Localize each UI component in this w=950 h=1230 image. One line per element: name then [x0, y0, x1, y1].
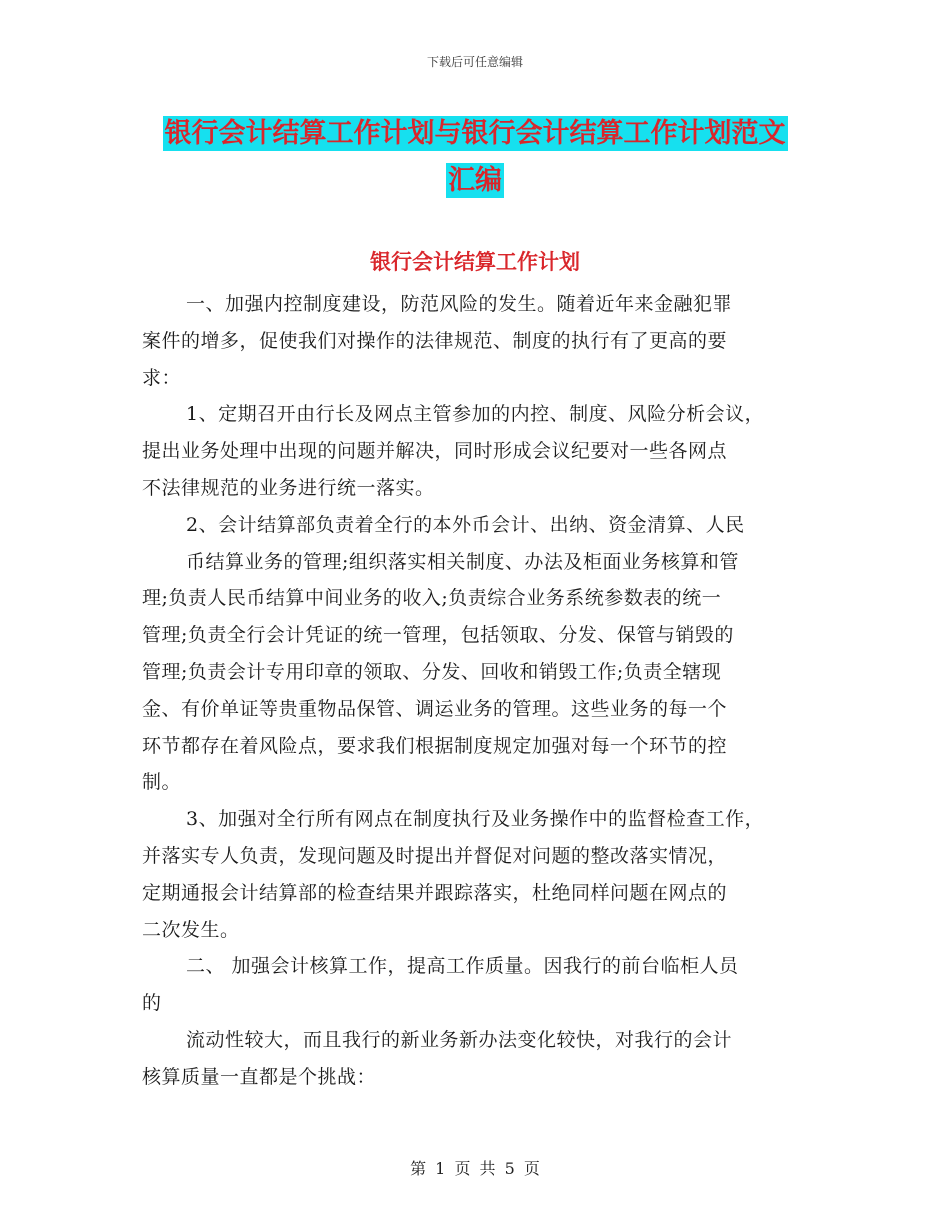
paragraph-line: 案件的增多，促使我们对操作的法律规范、制度的执行有了更高的要 — [142, 329, 728, 352]
paragraph-line: 的 — [142, 992, 162, 1015]
paragraph-line: 3、加强对全行所有网点在制度执行及业务操作中的监督检查工作， — [186, 808, 765, 831]
paragraph-line: 二次发生。 — [142, 918, 240, 941]
page-footer: 第 1 页 共 5 页 — [410, 1159, 540, 1178]
paragraph-line: 1、定期召开由行长及网点主管参加的内控、制度、风险分析会议， — [186, 403, 765, 426]
paragraph-line: 定期通报会计结算部的检查结果并跟踪落实，杜绝同样问题在网点的 — [142, 881, 728, 904]
paragraph-line: 流动性较大，而且我行的新业务新办法变化较快，对我行的会计 — [186, 1028, 733, 1051]
title-line-1: 银行会计结算工作计划与银行会计结算工作计划范文 — [164, 118, 786, 149]
title-line-2: 汇编 — [448, 165, 502, 196]
paragraph-line: 理;负责人民币结算中间业务的收入;负责综合业务系统参数表的统一 — [142, 587, 722, 610]
paragraph-line: 币结算业务的管理;组织落实相关制度、办法及柜面业务核算和管 — [186, 550, 739, 573]
paragraph-line: 一、加强内控制度建设，防范风险的发生。随着近年来金融犯罪 — [186, 293, 733, 315]
paragraph-line: 管理;负责全行会计凭证的统一管理，包括领取、分发、保管与销毁的 — [142, 624, 734, 647]
paragraph-line: 不法律规范的业务进行统一落实。 — [142, 476, 435, 499]
section-title: 银行会计结算工作计划 — [370, 250, 580, 274]
header-note: 下载后可任意编辑 — [426, 55, 523, 69]
paragraph-line: 2、会计结算部负责着全行的本外币会计、出纳、资金清算、人民 — [186, 513, 745, 536]
paragraph-line: 并落实专人负责，发现问题及时提出并督促对问题的整改落实情况， — [142, 844, 728, 867]
paragraph-line: 求： — [142, 366, 182, 389]
document-title — [140, 110, 810, 204]
paragraph-line: 提出业务处理中出现的问题并解决，同时形成会议纪要对一些各网点 — [142, 440, 728, 463]
paragraph-line: 金、有价单证等贵重物品保管、调运业务的管理。这些业务的每一个 — [142, 697, 728, 720]
paragraph-line: 管理;负责会计专用印章的领取、分发、回收和销毁工作;负责全辖现 — [142, 660, 722, 683]
paragraph-line: 环节都存在着风险点，要求我们根据制度规定加强对每一个环节的控 — [142, 734, 728, 757]
paragraph-line: 二、 加强会计核算工作，提高工作质量。因我行的前台临柜人员 — [186, 955, 739, 978]
paragraph-line: 制。 — [142, 771, 182, 794]
body-text — [142, 286, 822, 1096]
paragraph-line: 核算质量一直都是个挑战： — [142, 1065, 377, 1088]
